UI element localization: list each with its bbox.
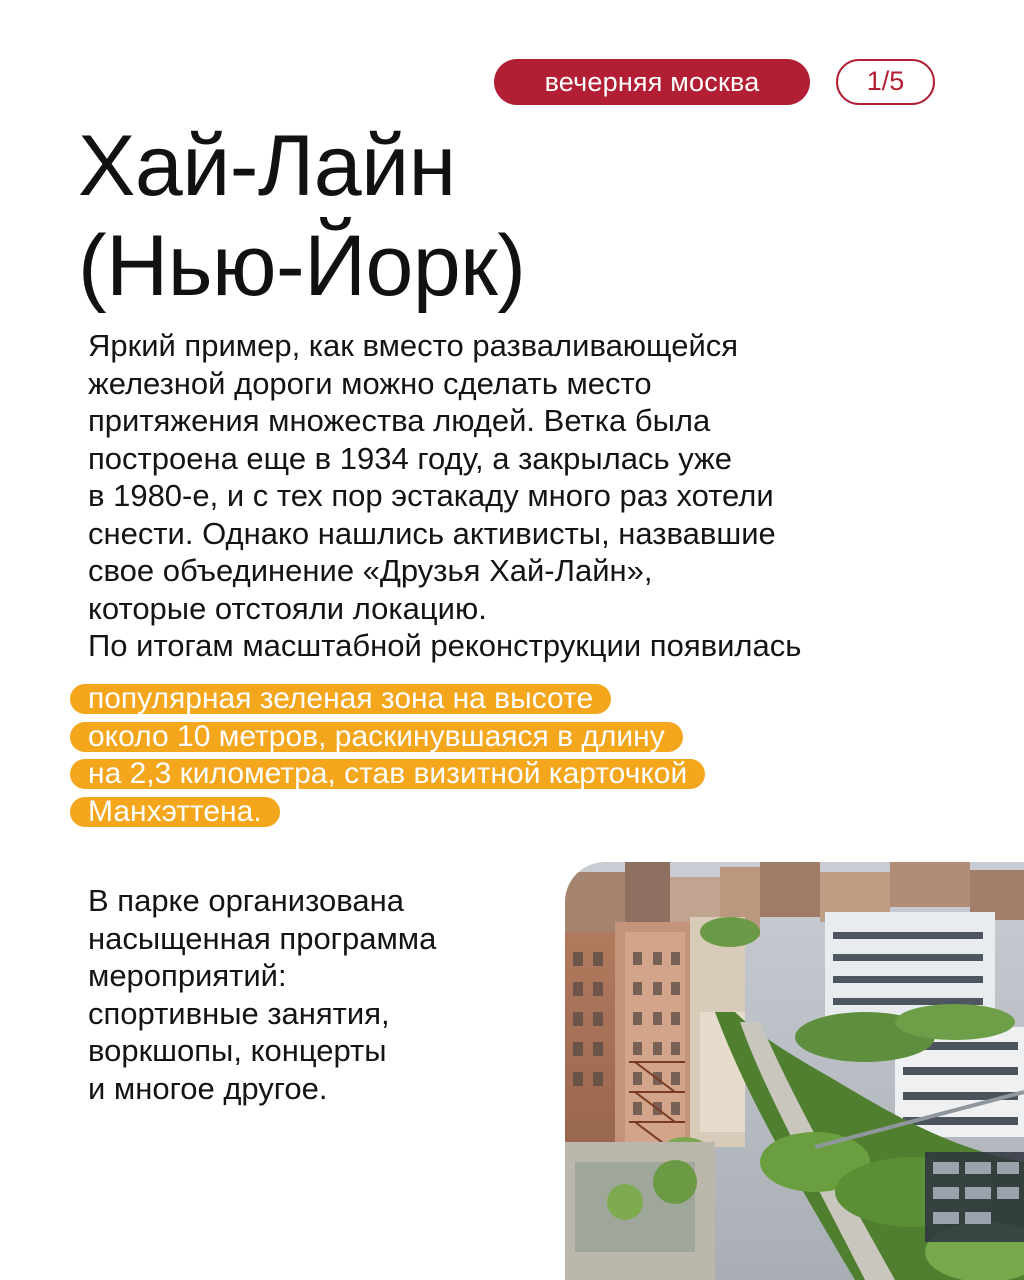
body-line: которые отстояли локацию. [88, 590, 487, 626]
events-line: В парке организована [88, 883, 404, 918]
events-line: насыщенная программа [88, 920, 437, 956]
category-tag: вечерняя москва [494, 59, 810, 105]
body-line: По итогам масштабной реконструкции появилась [88, 628, 802, 663]
body-line: Яркий пример, как вместо разваливающейся [88, 328, 739, 363]
highlight-line: популярная зеленая зона на высоте [70, 684, 611, 714]
high-line-park-photo [565, 862, 1024, 1280]
highlight-line: Манхэттена. [70, 797, 280, 827]
events-line: спортивные занятия, [88, 995, 390, 1031]
title-line-1: Хай-Лайн [78, 118, 456, 214]
events-line: воркшопы, концерты [88, 1033, 387, 1068]
highlight-line: на 2,3 километра, став визитной карточкой [70, 759, 705, 789]
events-line: мероприятий: [88, 958, 287, 993]
title-line-2: (Нью-Йорк) [78, 218, 526, 314]
body-paragraph [88, 327, 958, 665]
highlighted-text [70, 684, 705, 834]
body-line: в 1980-е, и с тех пор эстакаду много раз хотели [88, 478, 774, 513]
page-counter: 1/5 [836, 59, 935, 105]
page-title [78, 116, 525, 316]
body-line: железной дороги можно сделать место [88, 365, 652, 401]
events-line: и многое другое. [88, 1070, 328, 1106]
body-line: притяжения множества людей. Ветка была [88, 403, 711, 438]
body-line: свое объединение «Друзья Хай-Лайн», [88, 553, 653, 588]
body-line: построена еще в 1934 году, а закрылась уже [88, 440, 733, 476]
body-line: снести. Однако нашлись активисты, назвавшие [88, 515, 776, 551]
highlight-line: около 10 метров, раскинувшаяся в длину [70, 722, 683, 752]
events-paragraph [88, 882, 528, 1107]
